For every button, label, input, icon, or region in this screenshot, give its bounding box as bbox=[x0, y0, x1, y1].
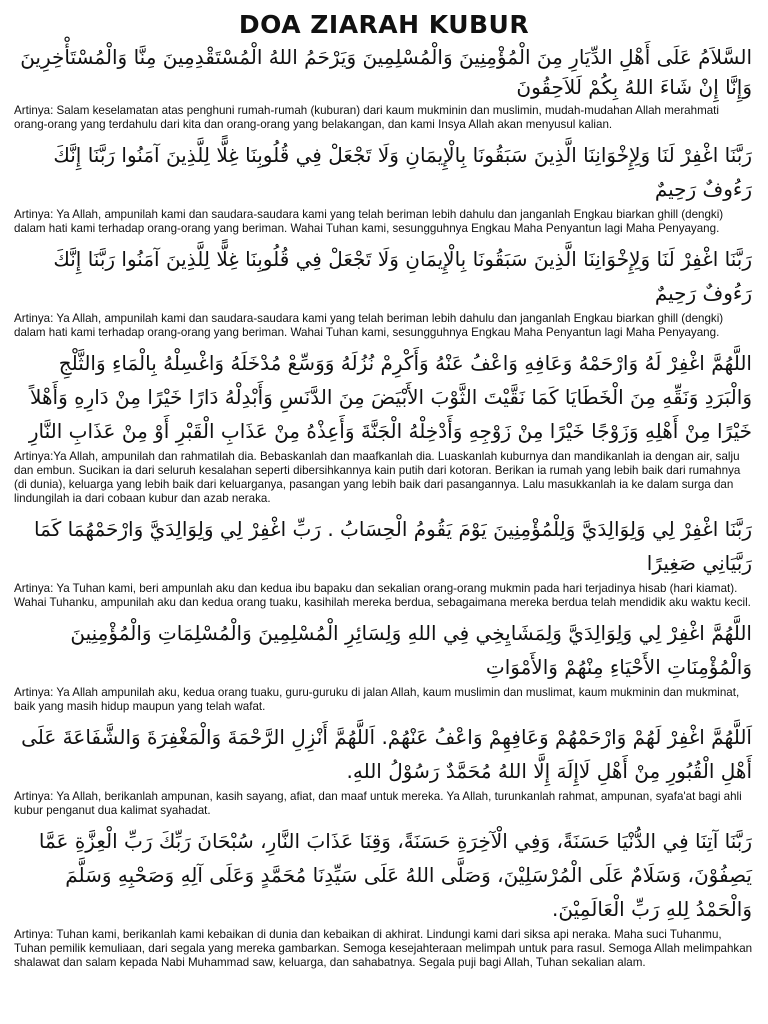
translation-text: Artinya: Ya Allah ampunilah aku, kedua orang tuaku, guru-guruku di jalan Allah, kaum muslimin dan muslimat, kaum mukminin dan mukminat, baik yang masih hidup maupun yang telah wafat. bbox=[14, 686, 740, 713]
translation-text: Artinya:Ya Allah, ampunilah dan rahmatilah dia. Bebaskanlah dan maafkanlah dia. Luaskanlah kuburnya dan mandikanlah ia dengan air, salju dan embun. Sucikan ia dari seluruh kesalahan seperti dibersihkannya kain putih dari kotoran. Berikan ia rumah yang lebih baik dari rumahnya (di dunia), keluarga yang lebih baik dari keluarganya, pasangan yang lebih baik dari pasangannya. Lalu masukkanlah ia ke dalam surga dan lindungilah ia dari cobaan kubur dan azab neraka. bbox=[14, 450, 741, 505]
prayer-section-4 bbox=[14, 346, 754, 506]
arabic-text: اللَّهُمَّ اغْفِرْ لِي وَلِوَالِدَيَّ وَلِمَشَايِخِي فِي اللهِ وَلِسَائِرِ الْمُسْلِمِينَ وَالْمُسْلِمَاتِ وَالْمُؤْمِنِينَ وَالْمُؤْمِنَاتِ الأَحْيَاءِ مِنْهُمْ وَالأَمْوَاتِ bbox=[70, 621, 752, 679]
arabic-text: رَبَّنَا آتِنَا فِي الدُّنْيَا حَسَنَةً، وَفِي الْآخِرَةِ حَسَنَةً، وَقِنَا عَذَابَ النَّارِ، سُبْحَانَ رَبِّكَ رَبِّ الْعِزَّةِ عَمَّا يَصِفُوْنَ، وَسَلَامٌ عَلَى الْمُرْسَلِيْنَ، وَصَلَّى اللهُ عَلَى سَيِّدِنَا مُحَمَّدٍ وَعَلَى آلِهِ وَصَحْبِهِ وَسَلَّمَ وَالْحَمْدُ لِلهِ رَبِّ الْعَالَمِيْنَ. bbox=[38, 829, 752, 921]
prayer-section-1 bbox=[14, 42, 754, 132]
arabic-text: رَبَّنَا اغْفِرْ لَنَا وَلِإِخْوَانِنَا الَّذِينَ سَبَقُونَا بِالْإِيمَانِ وَلَا تَجْعَلْ فِي قُلُوبِنَا غِلًّا لِلَّذِينَ آمَنُوا رَبَّنَا إِنَّكَ رَءُوفٌ رَحِيمٌ bbox=[53, 143, 752, 201]
arabic-text: رَبَّنَا اغْفِرْ لِي وَلِوَالِدَيَّ وَلِلْمُؤْمِنِينَ يَوْمَ يَقُومُ الْحِسَابُ . رَبِّ اغْفِرْ لِي وَلِوَالِدَيَّ وَارْحَمْهُمَا كَمَا رَبَّيَانِي صَغِيرًا bbox=[34, 517, 752, 575]
translation-text: Artinya: Ya Tuhan kami, beri ampunlah aku dan kedua ibu bapaku dan sekalian orang-orang mukmin pada hari terjadinya hisab (hari kiamat). Wahai Tuhanku, ampunilah aku dan kedua orang tuaku, kasihilah mereka berdua, sebagaimana mereka berdua telah mendidik aku waktu kecil. bbox=[14, 582, 751, 609]
prayer-section-2 bbox=[14, 138, 754, 236]
arabic-text: اَللَّهُمَّ اغْفِرْ لَهُمْ وَارْحَمْهُمْ وَعَافِهِمْ وَاعْفُ عَنْهُمْ. اَللَّهُمَّ أَنْزِلِ الرَّحْمَةَ وَالْمَغْفِرَةَ وَالشَّفَاعَةَ عَلَى أَهْلِ الْقُبُورِ مِنْ أَهْلِ لَاإِلَهَ إِلَّا اللهُ مُحَمَّدٌ رَسُوْلُ اللهِ. bbox=[21, 725, 752, 783]
translation-text: Artinya: Salam keselamatan atas penghuni rumah-rumah (kuburan) dari kaum mukminin dan muslimin, mudah-mudahan Allah merahmati orang-orang yang terdahulu dari kita dan orang-orang yang belakangan, dan kami Insya Allah akan menyusul kalian. bbox=[14, 104, 719, 131]
page-title: DOA ZIARAH KUBUR bbox=[238, 10, 530, 39]
prayer-section-5 bbox=[14, 512, 754, 610]
translation-text: Artinya: Ya Allah, berikanlah ampunan, kasih sayang, afiat, dan maaf untuk mereka. Ya Allah, turunkanlah rahmat, ampunan, syafa'at bagi ahli kubur penganut dua kalimat syahadat. bbox=[14, 790, 742, 817]
arabic-text: اللَّهُمَّ اغْفِرْ لَهُ وَارْحَمْهُ وَعَافِهِ وَاعْفُ عَنْهُ وَأَكْرِمْ نُزُلَهُ وَوَسِّعْ مُدْخَلَهُ وَاغْسِلْهُ بِالْمَاءِ وَالثَّلْجِ وَالْبَرَدِ وَنَقِّهِ مِنَ الْخَطَايَا كَمَا نَقَّيْتَ الثَّوْبَ الأَبْيَضَ مِنَ الدَّنَسِ وَأَبْدِلْهُ دَارًا خَيْرًا مِنْ دَارِهِ وَأَهْلاً خَيْرًا مِنْ أَهْلِهِ وَزَوْجًا خَيْرًا مِنْ زَوْجِهِ وَأَدْخِلْهُ الْجَنَّةَ وَأَعِذْهُ مِنْ عَذَابِ الْقَبْرِ أَوْ مِنْ عَذَابِ النَّارِ bbox=[28, 351, 752, 443]
prayer-section-7 bbox=[14, 720, 754, 818]
arabic-text: رَبَّنَا اغْفِرْ لَنَا وَلِإِخْوَانِنَا الَّذِينَ سَبَقُونَا بِالْإِيمَانِ وَلَا تَجْعَلْ فِي قُلُوبِنَا غِلًّا لِلَّذِينَ آمَنُوا رَبَّنَا إِنَّكَ رَءُوفٌ رَحِيمٌ bbox=[53, 247, 752, 305]
translation-text: Artinya: Ya Allah, ampunilah kami dan saudara-saudara kami yang telah beriman lebih dahulu dan janganlah Engkau biarkan ghill (dengki) dalam hati kami terhadap orang-orang yang beriman. Wahai Tuhan kami, sesungguhnya Engkau Maha Penyantun lagi Maha Penyayang. bbox=[14, 208, 724, 235]
prayer-section-8 bbox=[14, 824, 754, 970]
arabic-text: السَّلاَمُ عَلَى أَهْلِ الدِّيَارِ مِنَ الْمُؤْمِنِينَ وَالْمُسْلِمِينَ وَيَرْحَمُ اللهُ الْمُسْتَقْدِمِينَ مِنَّا وَالْمُسْتَأْخِرِينَ وَإِنَّا إِنْ شَاءَ اللهُ بِكُمْ لَلاَحِقُونَ bbox=[20, 45, 752, 99]
translation-text: Artinya: Tuhan kami, berikanlah kami kebaikan di dunia dan kebaikan di akhirat. Lindungi kami dari siksa api neraka. Maha suci Tuhanmu, Tuhan pemilik kemuliaan, dari segala yang mereka gambarkan. Semoga kesejahteraan melimpah untuk para rasul. Semoga Allah melimpahkan shalawat dan salam kepada Nabi Muhammad saw, keluarga, dan sahabatnya. Segala puji bagi Allah, Tuhan sekalian alam. bbox=[14, 928, 753, 969]
prayer-section-6 bbox=[14, 616, 754, 714]
translation-text: Artinya: Ya Allah, ampunilah kami dan saudara-saudara kami yang telah beriman lebih dahulu dan janganlah Engkau biarkan ghill (dengki) dalam hati kami terhadap orang-orang yang beriman. Wahai Tuhan kami, sesungguhnya Engkau Maha Penyantun lagi Maha Penyayang. bbox=[14, 312, 724, 339]
prayer-section-3 bbox=[14, 242, 754, 340]
